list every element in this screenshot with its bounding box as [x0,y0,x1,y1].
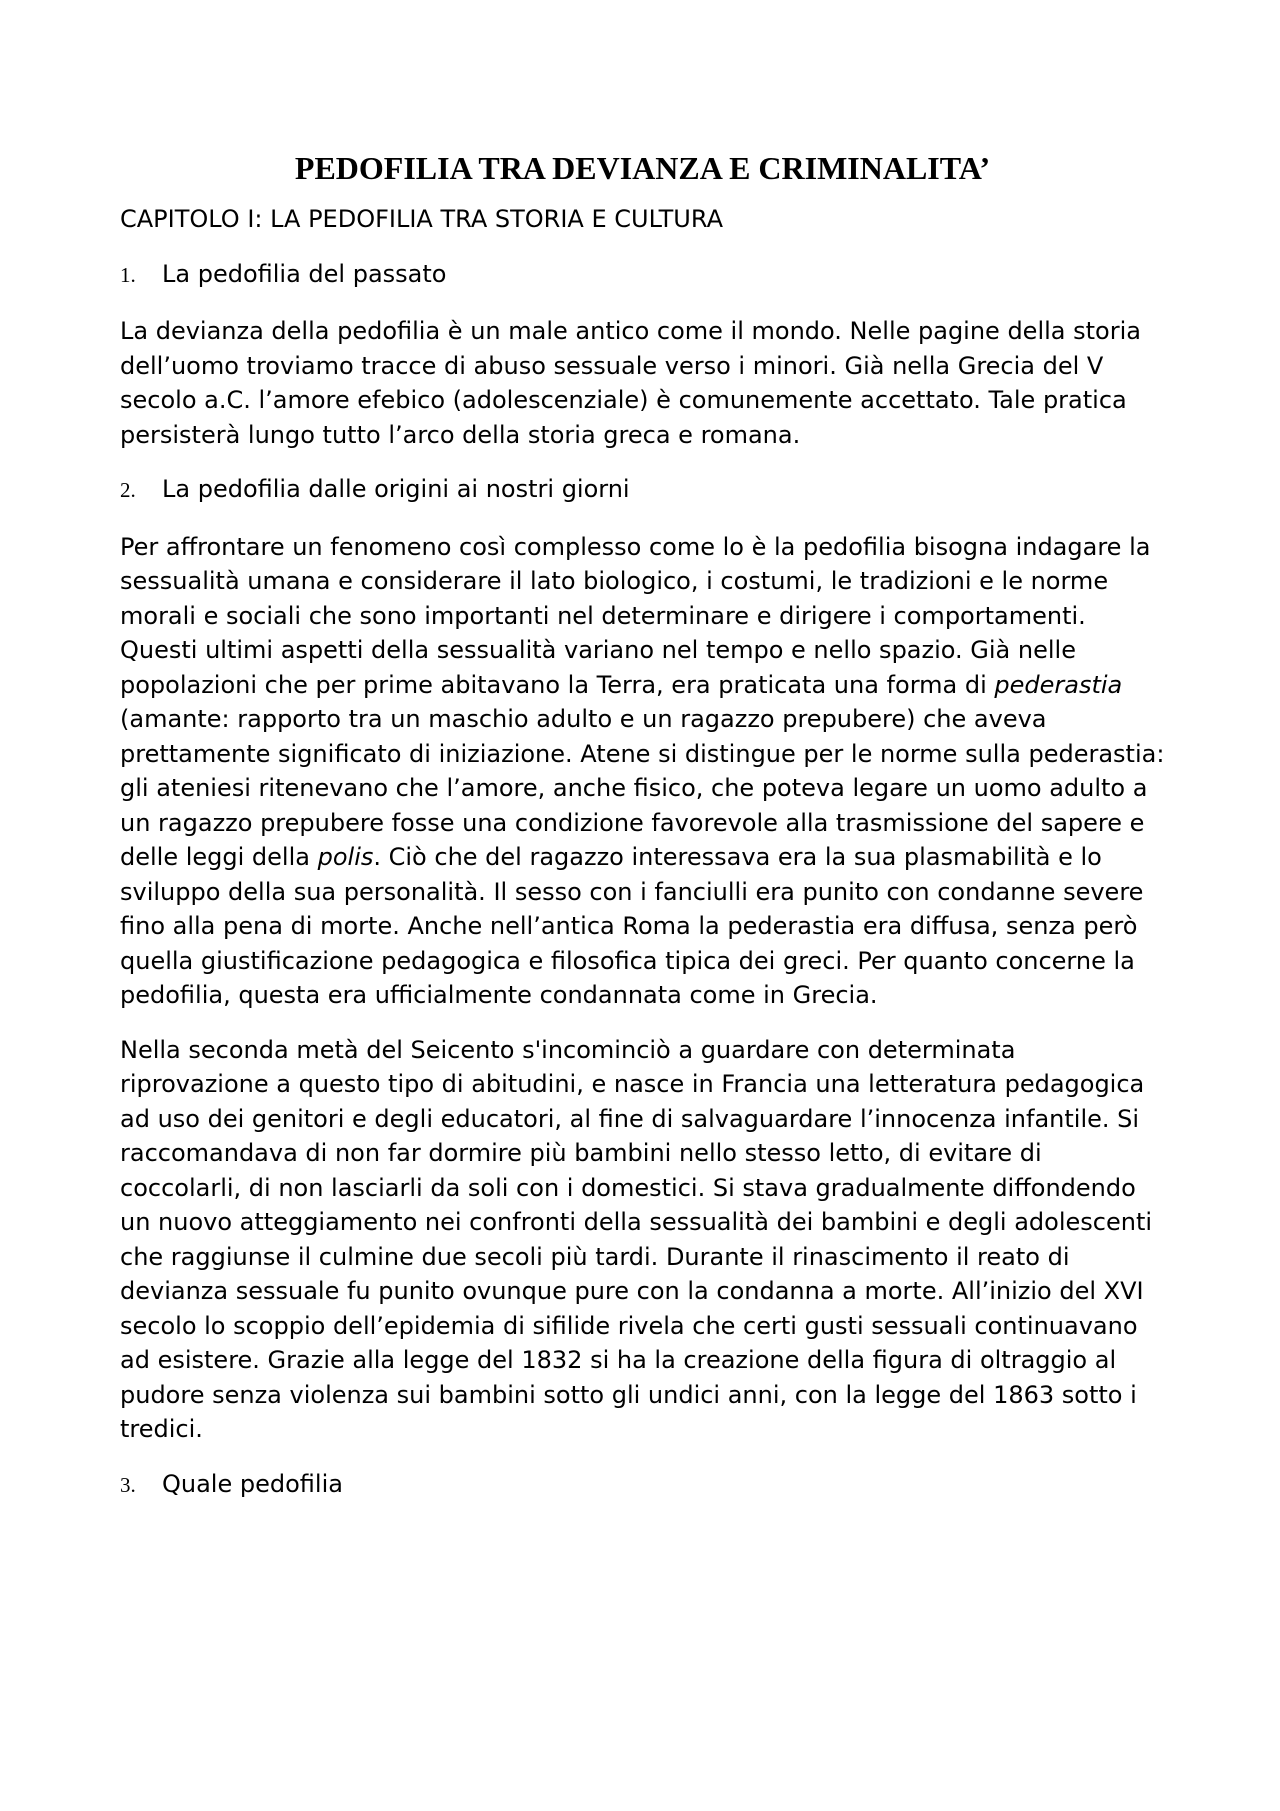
section-number: 3. [120,1472,136,1497]
section-title: La pedofilia dalle origini ai nostri giorni [162,475,630,503]
section-heading-1 [120,257,1165,293]
section-number: 2. [120,478,136,502]
chapter-heading: CAPITOLO I: LA PEDOFILIA TRA STORIA E CULTURA [120,205,723,233]
section-title: Quale pedofilia [162,1469,343,1498]
section-heading-2 [120,472,1165,508]
term-pederastia: pederastia [994,670,1123,699]
document-title: PEDOFILIA TRA DEVIANZA E CRIMINALITA’ [294,150,991,186]
section-title: La pedofilia del passato [162,259,447,288]
document-body [120,148,1165,1524]
paragraph-2-text-c: . Ciò che del ragazzo interessava era la sua plasmabilità e lo sviluppo della sua personalità. Il sesso con i fanciulli era punito con condanne severe fino alla pena di morte. Anche nell’antica Roma la pederastia era diffusa, senza però quella giustificazione pedagogica e filosofica tipica dei greci. Per quanto concerne la pedofilia, questa era ufficialmente condannata come in Grecia. [120,843,1144,1009]
section-number: 1. [120,262,136,287]
section-heading-3 [120,1467,1165,1503]
paragraph-3: Nella seconda metà del Seicento s'incominciò a guardare con determinata riprovazione a questo tipo di abitudini, e nasce in Francia una letteratura pedagogica ad uso dei genitori e degli educatori, al fine di salvaguardare l’innocenza infantile. Si raccomandava di non far dormire più bambini nello stesso letto, di evitare di coccolarli, di non lasciarli da soli con i domestici. Si stava gradualmente diffondendo un nuovo atteggiamento nei confronti della sessualità dei bambini e degli adolescenti che raggiunse il culmine due secoli più tardi. Durante il rinascimento il reato di devianza sessuale fu punito ovunque pure con la condanna a morte. All’inizio del XVI secolo lo scoppio dell’epidemia di sifilide rivela che certi gusti sessuali continuavano ad esistere. Grazie alla legge del 1832 si ha la creazione della figura di oltraggio al pudore senza violenza sui bambini sotto gli undici anni, con la legge del 1863 sotto i tredici. [120,1035,1153,1443]
paragraph-2 [120,530,1165,1013]
paragraph-2-text-b: (amante: rapporto tra un maschio adulto e un ragazzo prepubere) che aveva prettamente significato di iniziazione. Atene si distingue per le norme sulla pederastia: gli ateniesi ritenevano che l’amore, anche fisico, che poteva legare un uomo adulto a un ragazzo prepubere fosse una condizione favorevole alla trasmissione del sapere e delle leggi della [120,705,1165,871]
paragraph-2-text-a: Per affrontare un fenomeno così complesso come lo è la pedofilia bisogna indagare la sessualità umana e considerare il lato biologico, i costumi, le tradizioni e le norme morali e sociali che sono importanti nel determinare e dirigere i comportamenti. Questi ultimi aspetti della sessualità variano nel tempo e nello spazio. Già nelle popolazioni che per prime abitavano la Terra, era praticata una forma di [120,532,1151,699]
paragraph-1: La devianza della pedofilia è un male antico come il mondo. Nelle pagine della storia dell’uomo troviamo tracce di abuso sessuale verso i minori. Già nella Grecia del V secolo a.C. l’amore efebico (adolescenziale) è comunemente accettato. Tale pratica persisterà lungo tutto l’arco della storia greca e romana. [120,317,1141,449]
term-polis: polis [317,843,374,871]
